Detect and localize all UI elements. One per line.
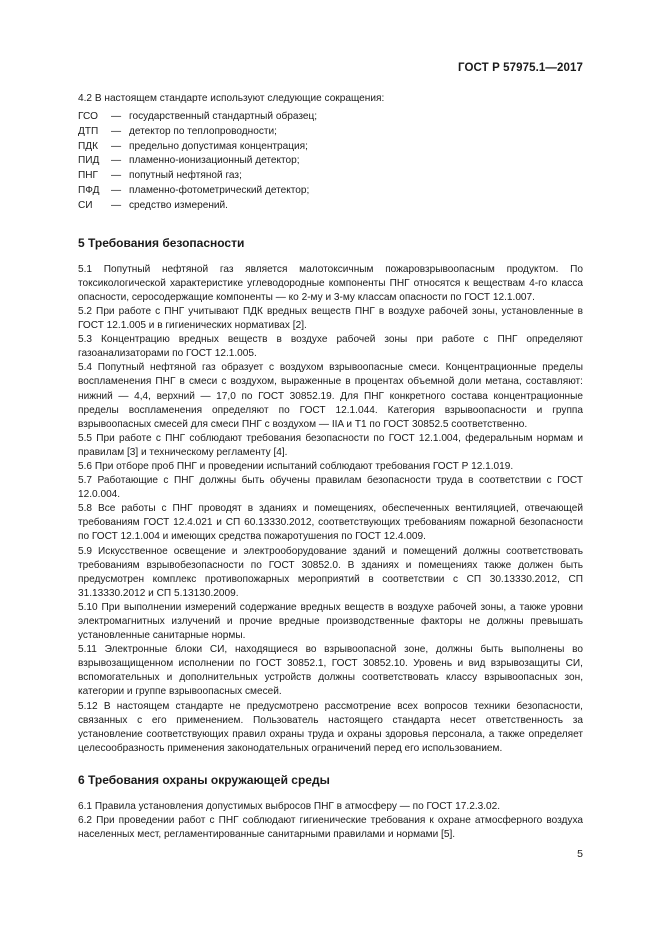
abbreviation-dash: — [111, 125, 122, 137]
page-number: 5 [577, 848, 583, 860]
abbreviation-key: ГСО [78, 111, 98, 123]
abbreviation-value: средство измерений. [129, 199, 228, 211]
abbreviation-dash: — [111, 111, 122, 123]
abbreviation-dash: — [111, 185, 122, 197]
abbreviation-row [78, 110, 583, 125]
abbreviation-key: ПФД [78, 185, 100, 197]
paragraph: 5.12 В настоящем стандарте не предусмотрено рассмотрение всех вопросов техники безопасности, связанных с его применением. Пользователь настоящего стандарта несет ответственность за установление соответствующих правил охраны труда и охраны здоровья персонала, а также определяет целесообразность применения законодательных ограничений перед его использованием. [78, 700, 583, 754]
section-6-title: 6 Требования охраны окружающей среды [78, 772, 330, 787]
abbreviation-row [78, 140, 583, 155]
abbreviation-key: СИ [78, 199, 93, 211]
document-id-header: ГОСТ Р 57975.1—2017 [458, 62, 583, 74]
abbreviations-list [78, 110, 583, 214]
abbreviation-value: предельно допустимая концентрация; [129, 140, 308, 152]
paragraph: 5.9 Искусственное освещение и электрооборудование зданий и помещений должны соответствовать требованиям взрывобезопасности по ГОСТ 30852.0. В зданиях и помещениях также должен быть предусмотрен комплекс противопожарных мероприятий в соответствии с СП 30.13330.2012, СП 31.13330.2012 и СП 5.13130.2009. [78, 545, 583, 599]
abbreviations-intro: 4.2 В настоящем стандарте используют следующие сокращения: [78, 93, 385, 104]
paragraph: 5.8 Все работы с ПНГ проводят в зданиях и помещениях, обеспеченных вентиляцией, отвечающей требованиям ГОСТ 12.4.021 и СП 60.13330.2012, соответствующих требованиям пожарной безопасности по ГОСТ 12.1.004 и имеющих средства пожаротушения по ГОСТ 12.4.009. [78, 503, 583, 543]
section-6-body [78, 800, 583, 842]
abbreviation-row [78, 154, 583, 169]
abbreviation-dash: — [111, 155, 122, 167]
paragraph: 5.4 Попутный нефтяной газ образует с воздухом взрывоопасные смеси. Концентрационные пределы воспламенения ПНГ в смеси с воздухом, выраженные в процентах объемной доли метана, составляют: нижний — 4,4, верхний — 17,0 по ГОСТ 30852.19. Для ПНГ конкретного состава концентрационные пределы воспламенения определяют по ГОСТ 12.1.044. Категория взрывоопасности и группа взрывоопасных смесей для смеси ПНГ с воздухом — IIA и Т1 по ГОСТ 30852.5 соответственно. [78, 362, 583, 430]
abbreviation-row [78, 199, 583, 214]
abbreviation-value: государственный стандартный образец; [129, 111, 318, 123]
abbreviation-row [78, 184, 583, 199]
abbreviation-key: ПИД [78, 155, 100, 167]
abbreviation-value: пламенно-фотометрический детектор; [129, 185, 310, 197]
abbreviation-value: детектор по теплопроводности; [129, 125, 277, 137]
paragraph: 5.2 При работе с ПНГ учитывают ПДК вредных веществ ПНГ в воздухе рабочей зоны, установленные в ГОСТ 12.1.005 и в гигиенических нормативах [2]. [78, 305, 583, 332]
paragraph: 5.6 При отборе проб ПНГ и проведении испытаний соблюдают требования ГОСТ Р 12.1.019. [78, 460, 514, 472]
abbreviation-key: ПДК [78, 140, 98, 152]
paragraph: 5.11 Электронные блоки СИ, находящиеся во взрывоопасной зоне, должны быть выполнены во взрывозащищенном исполнении по ГОСТ 30852.1, ГОСТ 30852.10. Уровень и вид взрывозащиты СИ, вспомогательных и дополнительных устройств должны соответствовать классу взрывоопасных зон, категории и группе взрывоопасных смесей. [78, 644, 583, 698]
paragraph: 5.10 При выполнении измерений содержание вредных веществ в воздухе рабочей зоны, а также уровни электромагнитных излучений и прочие вредные производственные факторы не должны превышать установленные санитарные нормы. [78, 601, 583, 642]
abbreviation-dash: — [111, 170, 122, 182]
abbreviation-row [78, 169, 583, 184]
paragraph: 6.1 Правила установления допустимых выбросов ПНГ в атмосферу — по ГОСТ 17.2.3.02. [78, 800, 501, 812]
paragraph: 5.7 Работающие с ПНГ должны быть обучены правилам безопасности труда в соответствии с ГОСТ 12.0.004. [78, 475, 583, 501]
abbreviation-dash: — [111, 140, 122, 152]
page-content [78, 92, 583, 842]
abbreviation-dash: — [111, 199, 122, 211]
paragraph: 5.3 Концентрацию вредных веществ в воздухе рабочей зоны при работе с ПНГ определяют газоанализаторами по ГОСТ 12.1.005. [78, 334, 583, 360]
section-5-title: 5 Требования безопасности [78, 235, 245, 250]
abbreviation-key: ДТП [78, 125, 99, 137]
abbreviation-value: попутный нефтяной газ; [129, 170, 242, 182]
paragraph: 6.2 При проведении работ с ПНГ соблюдают гигиенические требования к охране атмосферного воздуха населенных мест, регламентированные санитарными правилами и нормами [5]. [78, 815, 583, 841]
abbreviation-row [78, 125, 583, 140]
paragraph: 5.1 Попутный нефтяной газ является малотоксичным пожаровзрывоопасным продуктом. По токсикологической характеристике углеводородные компоненты ПНГ относятся к веществам 4-го класса опасности, серосодержащие компоненты — ко 2-му и 3-му классам опасности по ГОСТ 12.1.007. [78, 263, 583, 303]
abbreviation-value: пламенно-ионизационный детектор; [129, 155, 300, 167]
section-5-body [78, 263, 583, 756]
abbreviation-key: ПНГ [78, 170, 99, 182]
paragraph: 5.5 При работе с ПНГ соблюдают требования безопасности по ГОСТ 12.1.004, федеральным нормам и правилам [3] и техническому регламенту [4]. [78, 432, 583, 458]
